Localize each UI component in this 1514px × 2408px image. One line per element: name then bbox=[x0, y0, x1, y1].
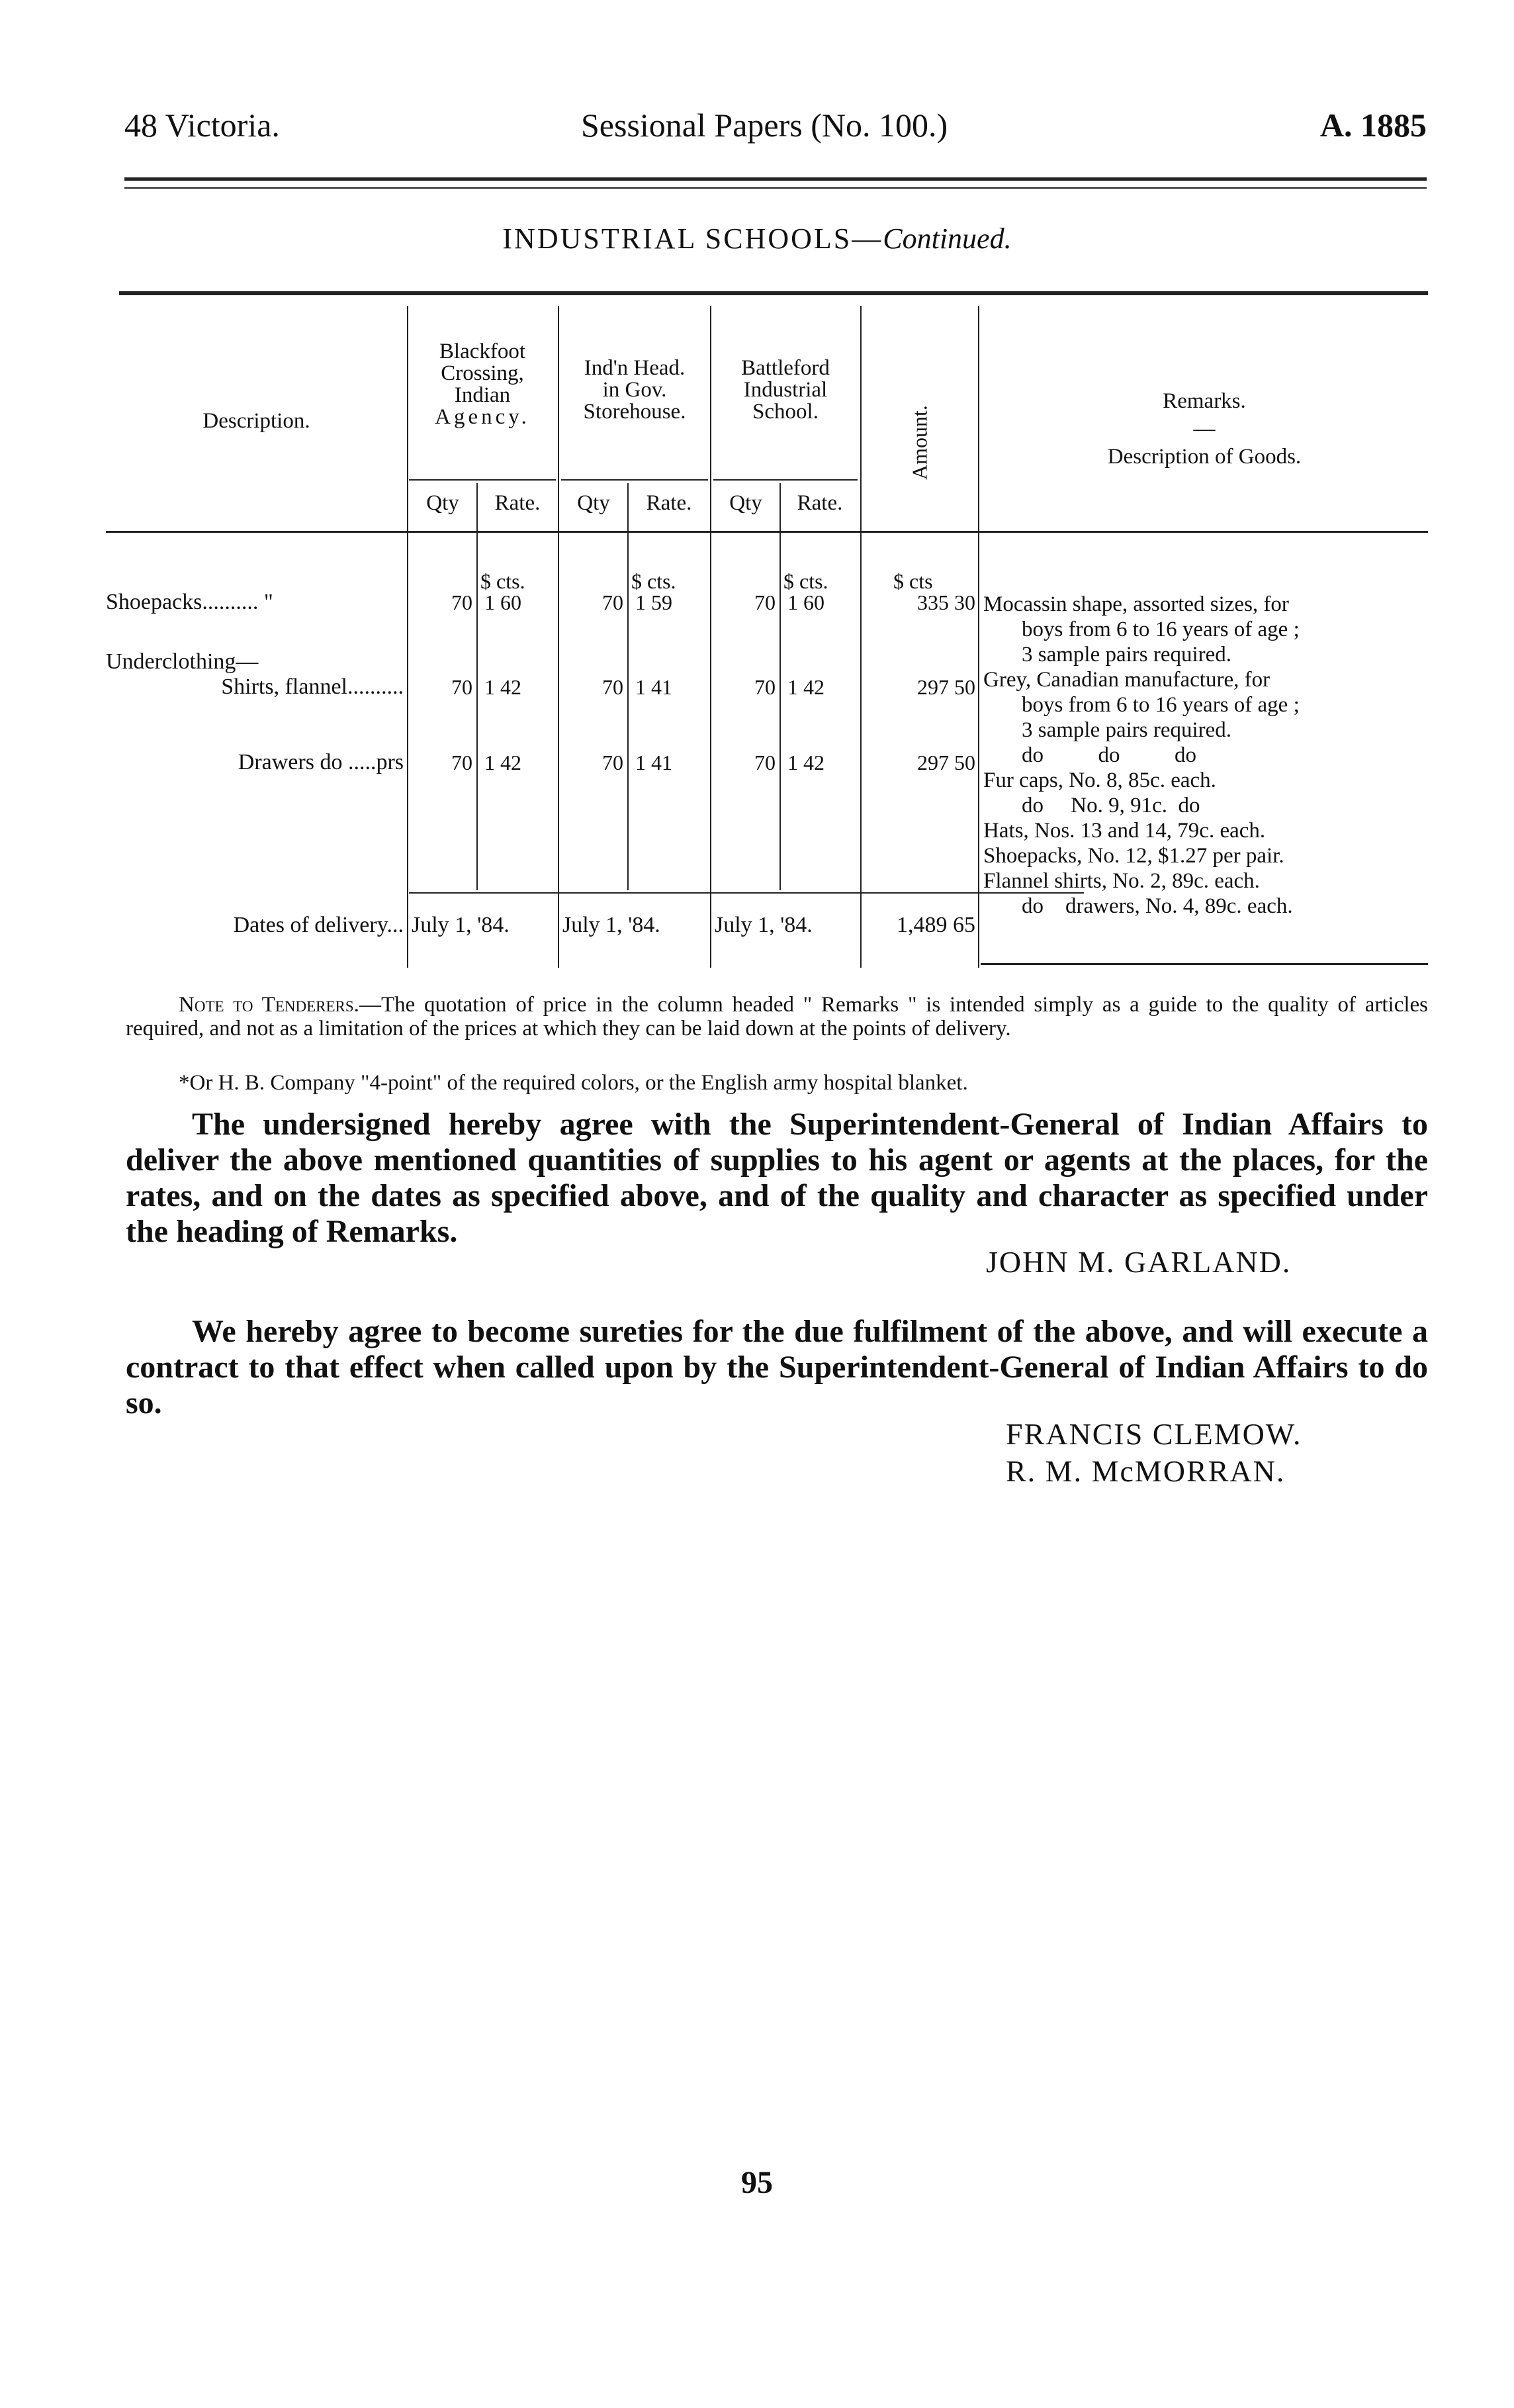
col-blackfoot-header: Blackfoot Crossing, Indian Agency. bbox=[435, 340, 530, 429]
row-drawers-blackfoot-rate: 1 42 bbox=[484, 751, 521, 774]
col-battleford-header: Battleford Industrial School. bbox=[741, 356, 830, 424]
section-title: INDUSTRIAL SCHOOLS—Continued. bbox=[502, 222, 1012, 255]
row-shoepacks-battleford-rate: 1 60 bbox=[787, 590, 824, 614]
battleford-subrule bbox=[713, 479, 858, 481]
table-bottom-rule bbox=[981, 963, 1428, 965]
blackfoot-qty-header: Qty bbox=[426, 491, 459, 515]
header-bottom-rule bbox=[106, 531, 1428, 533]
indhead-subrule bbox=[561, 479, 708, 481]
header-sessional-papers: Sessional Papers (No. 100.) bbox=[581, 107, 948, 144]
footnote: *Or H. B. Company "4-point" of the required colors, or the English army hospital blanket. bbox=[179, 1071, 968, 1095]
col-divider bbox=[860, 306, 862, 968]
battleford-rate-unit: $ cts. bbox=[783, 569, 828, 593]
delivery-rule bbox=[409, 892, 1084, 894]
signer-name: JOHN M. GARLAND. bbox=[986, 1245, 1292, 1279]
remarks-text: Mocassin shape, assorted sizes, for boys from 6 to 16 years of age ; 3 sample pairs required. Grey, Canadian manufacture, for boys from 6 to 16 years of age ; 3 sample pairs required. do do do Fur caps, No. 8, 85c. each. do No. 9, 91c. do Hats, Nos. 13 and 14, 79c. each. Shoepacks, No. 12, $1.27 per pair. Flannel shirts, No. 2, 89c. each. do drawers, No. 4, 89c. each. bbox=[983, 592, 1300, 918]
row-shoepacks-indhead-rate: 1 59 bbox=[635, 590, 672, 614]
row-shirts-indhead-rate: 1 41 bbox=[635, 675, 672, 699]
row-shoepacks-battleford-qty: 70 bbox=[754, 590, 776, 614]
supplies-table bbox=[106, 291, 1428, 953]
row-shoepacks-blackfoot-qty: 70 bbox=[451, 590, 472, 614]
header-year: A. 1885 bbox=[1319, 107, 1427, 144]
table-top-rule bbox=[119, 291, 1428, 295]
delivery-indhead: July 1, '84. bbox=[562, 913, 660, 937]
delivery-amount-total: 1,489 65 bbox=[897, 913, 975, 937]
agreement-paragraph: The undersigned hereby agree with the Superintendent-General of Indian Affairs to deliver the above mentioned quantities of supplies to his agent or agents at the places, for the rates, and on the dates as specified above, and of the quality and character as specified under the heading of Remarks. bbox=[126, 1107, 1428, 1249]
row-drawers-indhead-rate: 1 41 bbox=[635, 751, 672, 774]
indhead-qty-header: Qty bbox=[577, 491, 610, 515]
surety-name-1: FRANCIS CLEMOW. bbox=[1006, 1417, 1302, 1451]
delivery-label: Dates of delivery... bbox=[233, 913, 404, 937]
amount-unit: $ cts bbox=[893, 569, 933, 593]
row-shoepacks-amount: 335 30 bbox=[917, 590, 975, 614]
row-shirts-desc: Shirts, flannel.......... bbox=[221, 674, 404, 699]
row-drawers-blackfoot-qty: 70 bbox=[451, 751, 472, 774]
running-header bbox=[124, 106, 1427, 152]
col-divider bbox=[779, 483, 781, 890]
row-shirts-battleford-qty: 70 bbox=[754, 675, 776, 699]
row-drawers-indhead-qty: 70 bbox=[602, 751, 623, 774]
col-indhead-header: Ind'n Head. in Gov. Storehouse. bbox=[583, 356, 686, 424]
row-shirts-amount: 297 50 bbox=[917, 675, 975, 699]
row-drawers-amount: 297 50 bbox=[917, 751, 975, 774]
indhead-rate-unit: $ cts. bbox=[631, 569, 676, 593]
col-divider bbox=[558, 306, 559, 968]
row-drawers-battleford-rate: 1 42 bbox=[787, 751, 824, 774]
col-remarks-header: Remarks. — Description of Goods. bbox=[1107, 389, 1302, 469]
page-number: 95 bbox=[741, 2165, 773, 2200]
blackfoot-rate-header: Rate. bbox=[494, 491, 541, 515]
delivery-battleford: July 1, '84. bbox=[715, 913, 813, 937]
row-shoepacks-desc: Shoepacks.......... " bbox=[106, 590, 273, 614]
row-shirts-blackfoot-rate: 1 42 bbox=[484, 675, 521, 699]
row-shirts-battleford-rate: 1 42 bbox=[787, 675, 824, 699]
col-divider bbox=[978, 306, 979, 968]
header-rule bbox=[124, 177, 1427, 189]
surety-name-2: R. M. McMORRAN. bbox=[1006, 1454, 1286, 1488]
battleford-qty-header: Qty bbox=[729, 491, 762, 515]
sureties-paragraph: We hereby agree to become sureties for the due fulfilment of the above, and will execute a contract to that effect when called upon by the Superintendent-General of Indian Affairs to do so. bbox=[126, 1314, 1428, 1420]
row-drawers-desc: Drawers do .....prs bbox=[238, 750, 404, 774]
delivery-blackfoot: July 1, '84. bbox=[412, 913, 510, 937]
indhead-rate-header: Rate. bbox=[646, 491, 692, 515]
row-shirts-indhead-qty: 70 bbox=[602, 675, 623, 699]
blackfoot-subrule bbox=[409, 479, 556, 481]
row-shoepacks-indhead-qty: 70 bbox=[602, 590, 623, 614]
col-description-header: Description. bbox=[202, 409, 310, 433]
note-to-tenderers: Note to Tenderers.—The quotation of price in the column headed " Remarks " is intended simply as a guide to the quality of articles required, and not as a limitation of the prices at which they can be laid down at the points of delivery. bbox=[126, 993, 1428, 1041]
row-drawers-battleford-qty: 70 bbox=[754, 751, 776, 774]
row-shirts-blackfoot-qty: 70 bbox=[451, 675, 472, 699]
col-divider bbox=[476, 483, 478, 890]
col-divider bbox=[407, 306, 408, 968]
row-shoepacks-blackfoot-rate: 1 60 bbox=[484, 590, 521, 614]
col-divider bbox=[710, 306, 711, 968]
col-divider bbox=[627, 483, 629, 890]
blackfoot-rate-unit: $ cts. bbox=[480, 569, 525, 593]
battleford-rate-header: Rate. bbox=[797, 491, 843, 515]
row-underclothing-label: Underclothing— bbox=[106, 649, 259, 674]
col-amount-header: Amount. bbox=[907, 405, 932, 480]
header-session: 48 Victoria. bbox=[124, 107, 280, 144]
